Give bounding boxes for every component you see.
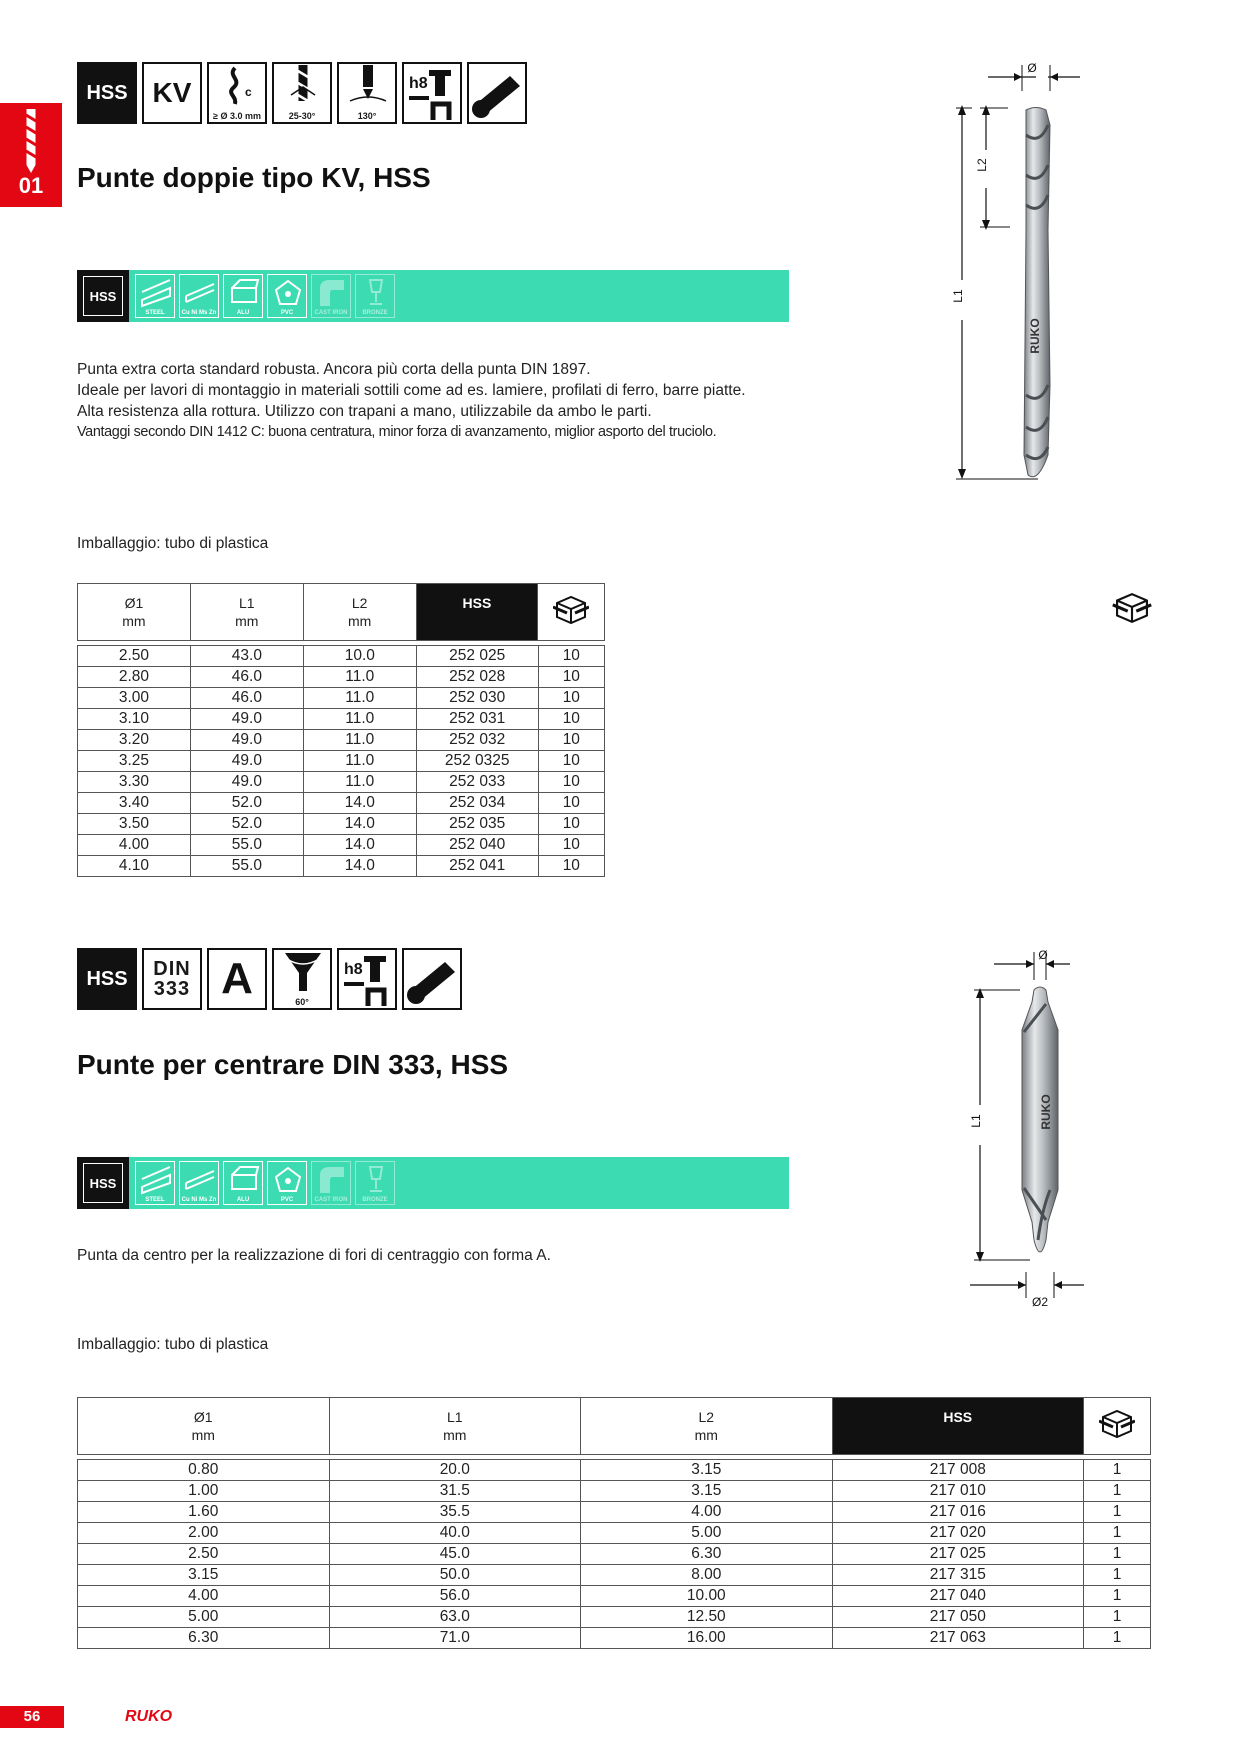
type-kv-icon: KV	[142, 62, 202, 124]
section1-data-table	[77, 645, 605, 877]
table-cell: 49.0	[190, 751, 303, 772]
table-cell: 10	[538, 814, 604, 835]
steel-material-icon: STEEL	[135, 1161, 175, 1205]
aluminium-material-icon: ALU	[223, 274, 263, 318]
table-row	[78, 1628, 1151, 1649]
table-cell: 10	[538, 730, 604, 751]
section1-title: Punte doppie tipo KV, HSS	[77, 162, 431, 193]
table-cell: 5.00	[581, 1523, 833, 1544]
table-cell: 1.60	[78, 1502, 330, 1523]
table-cell: 1	[1084, 1502, 1151, 1523]
table-cell: 14.0	[303, 814, 416, 835]
svg-text:h8: h8	[344, 961, 363, 978]
table-row	[78, 1502, 1151, 1523]
table-cell: 1	[1084, 1565, 1151, 1586]
table-row	[78, 772, 605, 793]
header-package	[1084, 1398, 1151, 1455]
table-row	[78, 856, 605, 877]
description-line: Vantaggi secondo DIN 1412 C: buona centratura, minor forza di avanzamento, miglior asporto del truciolo.	[77, 424, 717, 440]
table-cell: 217 025	[832, 1544, 1084, 1565]
section1-description	[77, 359, 746, 443]
table-row	[78, 1523, 1151, 1544]
table-cell: 3.15	[581, 1481, 833, 1502]
svg-text:c: c	[245, 85, 252, 99]
table-cell: 46.0	[190, 688, 303, 709]
table-row	[78, 835, 605, 856]
table-row	[78, 793, 605, 814]
table-cell: 252 031	[416, 709, 538, 730]
table-cell: 35.5	[329, 1502, 581, 1523]
table-cell: 10	[538, 793, 604, 814]
hss-material-badge: HSS	[77, 1157, 129, 1209]
table-cell: 12.50	[581, 1607, 833, 1628]
table-cell: 1	[1084, 1628, 1151, 1649]
non-ferrous-material-icon: Cu Ni Ms Zn	[179, 1161, 219, 1205]
material-suitability-bar	[77, 1157, 789, 1209]
table-cell: 6.30	[78, 1628, 330, 1649]
l1-label: L1	[969, 1114, 983, 1128]
drill-bit-icon	[0, 105, 62, 175]
table-cell: 20.0	[329, 1460, 581, 1481]
table-cell: 56.0	[329, 1586, 581, 1607]
table-cell: 2.50	[78, 1544, 330, 1565]
table-cell: 217 010	[832, 1481, 1084, 1502]
table-cell: 3.15	[581, 1460, 833, 1481]
table-cell: 2.50	[78, 646, 191, 667]
cylindrical-shank-icon	[467, 62, 527, 124]
table-row	[78, 667, 605, 688]
header-l2: L2 mm	[303, 584, 416, 641]
non-ferrous-material-icon: Cu Ni Ms Zn	[179, 274, 219, 318]
table-cell: 1.00	[78, 1481, 330, 1502]
table-cell: 43.0	[190, 646, 303, 667]
section1-table-header	[77, 583, 605, 641]
pvc-material-icon: PVC	[267, 1161, 307, 1205]
table-row	[78, 1544, 1151, 1565]
feature-icon-row	[77, 62, 527, 124]
table-cell: 252 041	[416, 856, 538, 877]
header-l1: L1 mm	[329, 1398, 581, 1455]
table-cell: 1	[1084, 1586, 1151, 1607]
chapter-tab	[0, 103, 62, 207]
table-cell: 10.00	[581, 1586, 833, 1607]
table-cell: 1	[1084, 1460, 1151, 1481]
tolerance-h8-icon	[402, 62, 462, 124]
table-cell: 11.0	[303, 772, 416, 793]
table-cell: 5.00	[78, 1607, 330, 1628]
table-cell: 217 008	[832, 1460, 1084, 1481]
table-cell: 52.0	[190, 814, 303, 835]
table-cell: 3.15	[78, 1565, 330, 1586]
table-cell: 11.0	[303, 709, 416, 730]
header-l1: L1 mm	[190, 584, 303, 641]
diameter2-label: Ø2	[1031, 1295, 1049, 1309]
l2-label: L2	[975, 158, 989, 172]
header-diameter: Ø1 mm	[78, 584, 191, 641]
table-cell: 3.50	[78, 814, 191, 835]
table-cell: 50.0	[329, 1565, 581, 1586]
table-cell: 217 040	[832, 1586, 1084, 1607]
table-cell: 49.0	[190, 709, 303, 730]
cylindrical-shank-icon	[402, 948, 462, 1010]
min-diameter-icon: c ≥ Ø 3.0 mm	[207, 62, 267, 124]
section2-packaging: Imballaggio: tubo di plastica	[77, 1336, 269, 1353]
material-suitability-bar	[77, 270, 789, 322]
steel-material-icon: STEEL	[135, 274, 175, 318]
table-cell: 55.0	[190, 856, 303, 877]
aluminium-material-icon: ALU	[223, 1161, 263, 1205]
table-cell: 217 315	[832, 1565, 1084, 1586]
table-row	[78, 709, 605, 730]
table-cell: 11.0	[303, 688, 416, 709]
table-cell: 252 035	[416, 814, 538, 835]
description-line: Punta extra corta standard robusta. Ancora più corta della punta DIN 1897.	[77, 361, 591, 378]
section2-data-table	[77, 1459, 1151, 1649]
table-cell: 11.0	[303, 751, 416, 772]
table-cell: 11.0	[303, 730, 416, 751]
table-row	[78, 814, 605, 835]
table-cell: 3.00	[78, 688, 191, 709]
center-angle-icon: 60°	[272, 948, 332, 1010]
table-cell: 46.0	[190, 667, 303, 688]
form-a-icon: A	[207, 948, 267, 1010]
tolerance-h8-icon	[337, 948, 397, 1010]
section2-title: Punte per centrare DIN 333, HSS	[77, 1049, 509, 1080]
feature-icon-row	[77, 948, 462, 1010]
brand-mark: RUKO	[1028, 318, 1042, 354]
package-box-icon	[1099, 1409, 1135, 1439]
brand-mark: RUKO	[1039, 1094, 1053, 1130]
table-row	[78, 1460, 1151, 1481]
section2-table-header	[77, 1397, 1151, 1455]
table-cell: 10	[538, 835, 604, 856]
header-hss: HSS	[832, 1398, 1084, 1455]
section1-packaging: Imballaggio: tubo di plastica	[77, 535, 269, 552]
header-hss: HSS	[416, 584, 538, 641]
table-row	[78, 1586, 1151, 1607]
cast-iron-material-icon: CAST IRON	[311, 1161, 351, 1205]
table-cell: 55.0	[190, 835, 303, 856]
table-cell: 252 0325	[416, 751, 538, 772]
table-cell: 217 050	[832, 1607, 1084, 1628]
table-cell: 0.80	[78, 1460, 330, 1481]
table-row	[78, 1565, 1151, 1586]
diameter-label: Ø	[1027, 61, 1037, 75]
cast-iron-material-icon: CAST IRON	[311, 274, 351, 318]
table-row	[78, 751, 605, 772]
table-cell: 6.30	[581, 1544, 833, 1565]
description-line: Ideale per lavori di montaggio in materiali sottili come ad es. lamiere, profilati di ferro, barre piatte.	[77, 382, 746, 399]
table-cell: 31.5	[329, 1481, 581, 1502]
footer-brand-logo: RUKO	[125, 1708, 173, 1725]
table-cell: 4.00	[78, 835, 191, 856]
table-cell: 49.0	[190, 772, 303, 793]
table-cell: 252 033	[416, 772, 538, 793]
chapter-number: 01	[18, 173, 44, 198]
package-box-icon	[553, 595, 589, 625]
table-cell: 16.00	[581, 1628, 833, 1649]
diameter-label: Ø	[1038, 948, 1048, 962]
table-row	[78, 646, 605, 667]
table-cell: 4.10	[78, 856, 191, 877]
table-cell: 252 032	[416, 730, 538, 751]
bronze-material-icon: BRONZE	[355, 274, 395, 318]
table-cell: 45.0	[329, 1544, 581, 1565]
table-cell: 71.0	[329, 1628, 581, 1649]
din-333-icon: DIN 333	[142, 948, 202, 1010]
table-cell: 4.00	[78, 1586, 330, 1607]
table-cell: 49.0	[190, 730, 303, 751]
table-cell: 8.00	[581, 1565, 833, 1586]
hss-badge: HSS	[77, 62, 137, 124]
section2-description: Punta da centro per la realizzazione di fori di centraggio con forma A.	[77, 1247, 551, 1264]
table-cell: 10	[538, 646, 604, 667]
table-cell: 10.0	[303, 646, 416, 667]
table-cell: 10	[538, 751, 604, 772]
table-cell: 10	[538, 667, 604, 688]
table-row	[78, 688, 605, 709]
hss-badge: HSS	[77, 948, 137, 1010]
table-cell: 3.20	[78, 730, 191, 751]
table-cell: 217 020	[832, 1523, 1084, 1544]
table-cell: 217 063	[832, 1628, 1084, 1649]
table-cell: 252 028	[416, 667, 538, 688]
table-cell: 3.30	[78, 772, 191, 793]
table-cell: 10	[538, 856, 604, 877]
table-cell: 3.40	[78, 793, 191, 814]
table-cell: 1	[1084, 1523, 1151, 1544]
l1-label: L1	[951, 289, 965, 303]
table-cell: 3.25	[78, 751, 191, 772]
table-cell: 252 040	[416, 835, 538, 856]
package-box-icon	[1112, 592, 1152, 624]
header-package	[538, 584, 605, 641]
table-cell: 252 030	[416, 688, 538, 709]
table-cell: 217 016	[832, 1502, 1084, 1523]
svg-text:h8: h8	[409, 75, 428, 92]
table-row	[78, 730, 605, 751]
header-l2: L2 mm	[581, 1398, 833, 1455]
table-cell: 52.0	[190, 793, 303, 814]
table-cell: 1	[1084, 1544, 1151, 1565]
point-angle-icon: 130°	[337, 62, 397, 124]
table-cell: 2.00	[78, 1523, 330, 1544]
table-row	[78, 1607, 1151, 1628]
double-end-drill-drawing	[948, 55, 1088, 495]
bronze-material-icon: BRONZE	[355, 1161, 395, 1205]
table-row	[78, 1481, 1151, 1502]
table-cell: 14.0	[303, 835, 416, 856]
table-cell: 11.0	[303, 667, 416, 688]
table-cell: 14.0	[303, 856, 416, 877]
hss-material-badge: HSS	[77, 270, 129, 322]
table-cell: 10	[538, 772, 604, 793]
page-number: 56	[0, 1706, 64, 1728]
table-cell: 10	[538, 709, 604, 730]
table-cell: 1	[1084, 1481, 1151, 1502]
table-cell: 1	[1084, 1607, 1151, 1628]
description-line: Alta resistenza alla rottura. Utilizzo con trapani a mano, utilizzabile da ambo le parti.	[77, 403, 652, 420]
table-cell: 4.00	[581, 1502, 833, 1523]
table-cell: 252 034	[416, 793, 538, 814]
table-cell: 14.0	[303, 793, 416, 814]
header-diameter: Ø1 mm	[78, 1398, 330, 1455]
table-cell: 10	[538, 688, 604, 709]
table-cell: 252 025	[416, 646, 538, 667]
helix-angle-icon: 25-30°	[272, 62, 332, 124]
pvc-material-icon: PVC	[267, 274, 307, 318]
table-cell: 2.80	[78, 667, 191, 688]
table-cell: 3.10	[78, 709, 191, 730]
table-cell: 40.0	[329, 1523, 581, 1544]
table-cell: 63.0	[329, 1607, 581, 1628]
center-drill-drawing	[950, 940, 1090, 1310]
